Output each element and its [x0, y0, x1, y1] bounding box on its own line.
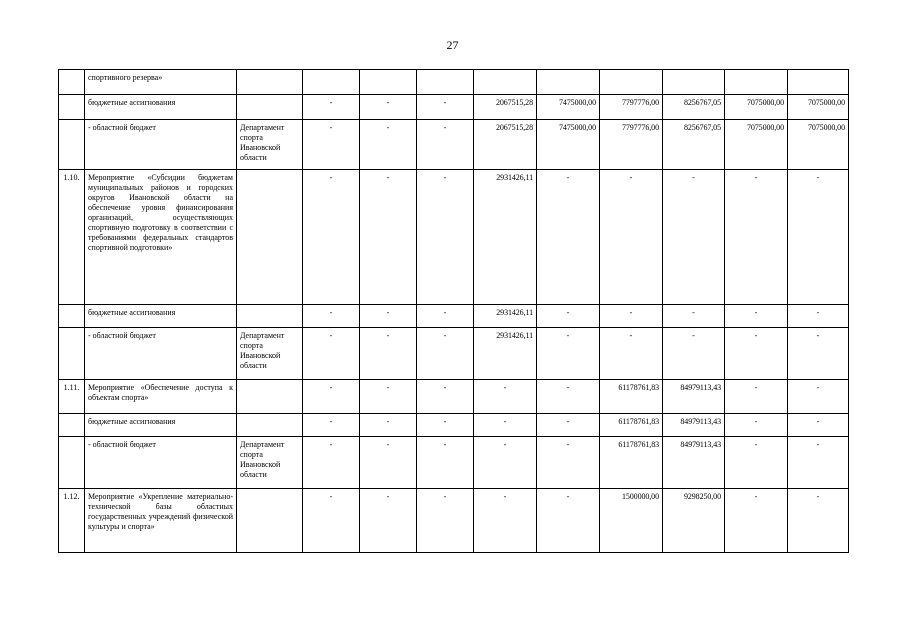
table-row: [59, 170, 849, 305]
amount-cell: 2931426,11: [474, 328, 537, 380]
amount-cell: -: [537, 414, 600, 437]
amount-cell: 61178761,83: [600, 437, 663, 489]
amount-cell: -: [360, 489, 417, 553]
amount-cell: -: [600, 328, 663, 380]
amount-cell: [600, 70, 663, 95]
description-cell: Мероприятие «Укрепление материально-технической базы областных государственных учреждений физической культуры и спорта»: [85, 489, 237, 553]
budget-table: [58, 69, 849, 553]
amount-cell: -: [303, 305, 360, 328]
amount-cell: -: [417, 328, 474, 380]
description-cell: бюджетные ассигнования: [85, 414, 237, 437]
amount-cell: 84979113,43: [663, 380, 725, 414]
amount-cell: 84979113,43: [663, 437, 725, 489]
amount-cell: -: [663, 170, 725, 305]
amount-cell: -: [788, 380, 849, 414]
amount-cell: -: [303, 489, 360, 553]
amount-cell: -: [788, 170, 849, 305]
amount-cell: 84979113,43: [663, 414, 725, 437]
amount-cell: 7075000,00: [788, 120, 849, 170]
amount-cell: -: [417, 120, 474, 170]
amount-cell: -: [788, 328, 849, 380]
amount-cell: -: [474, 489, 537, 553]
row-number-cell: 1.11.: [59, 380, 85, 414]
amount-cell: [725, 70, 788, 95]
description-cell: спортивного резерва»: [85, 70, 237, 95]
amount-cell: -: [474, 380, 537, 414]
amount-cell: -: [417, 95, 474, 120]
amount-cell: -: [788, 489, 849, 553]
table-row: [59, 437, 849, 489]
executor-cell: [237, 95, 303, 120]
row-number-cell: [59, 120, 85, 170]
amount-cell: -: [360, 95, 417, 120]
row-number-cell: [59, 437, 85, 489]
table-row: [59, 380, 849, 414]
amount-cell: -: [303, 170, 360, 305]
amount-cell: -: [725, 305, 788, 328]
amount-cell: 61178761,83: [600, 414, 663, 437]
amount-cell: -: [360, 380, 417, 414]
amount-cell: -: [788, 414, 849, 437]
amount-cell: -: [303, 120, 360, 170]
amount-cell: -: [303, 414, 360, 437]
description-cell: - областной бюджет: [85, 328, 237, 380]
amount-cell: -: [360, 437, 417, 489]
amount-cell: -: [725, 170, 788, 305]
amount-cell: 8256767,05: [663, 120, 725, 170]
amount-cell: 7475000,00: [537, 120, 600, 170]
row-number-cell: 1.10.: [59, 170, 85, 305]
description-cell: бюджетные ассигнования: [85, 95, 237, 120]
amount-cell: -: [788, 305, 849, 328]
amount-cell: -: [360, 414, 417, 437]
row-number-cell: [59, 305, 85, 328]
amount-cell: -: [417, 489, 474, 553]
table-row: [59, 305, 849, 328]
row-number-cell: [59, 414, 85, 437]
amount-cell: -: [537, 380, 600, 414]
amount-cell: -: [663, 305, 725, 328]
amount-cell: 7075000,00: [725, 120, 788, 170]
amount-cell: -: [417, 170, 474, 305]
amount-cell: 7797776,00: [600, 120, 663, 170]
table-row: [59, 328, 849, 380]
amount-cell: [474, 70, 537, 95]
executor-cell: Департамент спорта Ивановской области: [237, 328, 303, 380]
table-row: [59, 70, 849, 95]
description-cell: - областной бюджет: [85, 120, 237, 170]
amount-cell: -: [537, 437, 600, 489]
description-cell: - областной бюджет: [85, 437, 237, 489]
amount-cell: -: [303, 437, 360, 489]
amount-cell: -: [360, 170, 417, 305]
amount-cell: -: [600, 305, 663, 328]
executor-cell: [237, 489, 303, 553]
executor-cell: Департамент спорта Ивановской области: [237, 120, 303, 170]
amount-cell: [417, 70, 474, 95]
amount-cell: -: [417, 380, 474, 414]
amount-cell: -: [303, 380, 360, 414]
executor-cell: [237, 170, 303, 305]
table-row: [59, 414, 849, 437]
amount-cell: 7475000,00: [537, 95, 600, 120]
amount-cell: -: [600, 170, 663, 305]
page-number: 27: [446, 38, 459, 52]
amount-cell: -: [537, 328, 600, 380]
amount-cell: -: [725, 489, 788, 553]
amount-cell: 7075000,00: [725, 95, 788, 120]
amount-cell: -: [725, 437, 788, 489]
amount-cell: -: [360, 305, 417, 328]
executor-cell: [237, 305, 303, 328]
table-row: [59, 120, 849, 170]
amount-cell: 61178761,83: [600, 380, 663, 414]
amount-cell: -: [663, 328, 725, 380]
amount-cell: 1500000,00: [600, 489, 663, 553]
row-number-cell: [59, 95, 85, 120]
amount-cell: -: [474, 414, 537, 437]
amount-cell: -: [537, 489, 600, 553]
amount-cell: -: [725, 380, 788, 414]
amount-cell: -: [417, 414, 474, 437]
amount-cell: [303, 70, 360, 95]
amount-cell: 2931426,11: [474, 170, 537, 305]
table-row: [59, 489, 849, 553]
executor-cell: [237, 70, 303, 95]
executor-cell: [237, 380, 303, 414]
amount-cell: -: [303, 328, 360, 380]
amount-cell: -: [537, 170, 600, 305]
amount-cell: [360, 70, 417, 95]
amount-cell: [663, 70, 725, 95]
amount-cell: -: [360, 120, 417, 170]
row-number-cell: [59, 70, 85, 95]
amount-cell: 2931426,11: [474, 305, 537, 328]
description-cell: Мероприятие «Обеспечение доступа к объектам спорта»: [85, 380, 237, 414]
description-cell: бюджетные ассигнования: [85, 305, 237, 328]
amount-cell: 2067515,28: [474, 95, 537, 120]
row-number-cell: [59, 328, 85, 380]
amount-cell: [537, 70, 600, 95]
amount-cell: 7797776,00: [600, 95, 663, 120]
amount-cell: 7075000,00: [788, 95, 849, 120]
amount-cell: -: [725, 414, 788, 437]
amount-cell: -: [417, 305, 474, 328]
amount-cell: -: [725, 328, 788, 380]
executor-cell: Департамент спорта Ивановской области: [237, 437, 303, 489]
amount-cell: -: [417, 437, 474, 489]
amount-cell: -: [788, 437, 849, 489]
amount-cell: -: [474, 437, 537, 489]
amount-cell: -: [303, 95, 360, 120]
description-cell: Мероприятие «Субсидии бюджетам муниципальных районов и городских округов Ивановской области на обеспечение уровня финансирования организаций, осуществляющих спортивную подготовку в соответствии с требованиями федеральных стандартов спортивной подготовки»: [85, 170, 237, 305]
amount-cell: -: [360, 328, 417, 380]
amount-cell: [788, 70, 849, 95]
row-number-cell: 1.12.: [59, 489, 85, 553]
amount-cell: 9298250,00: [663, 489, 725, 553]
amount-cell: 8256767,05: [663, 95, 725, 120]
amount-cell: -: [537, 305, 600, 328]
executor-cell: [237, 414, 303, 437]
table-row: [59, 95, 849, 120]
amount-cell: 2067515,28: [474, 120, 537, 170]
